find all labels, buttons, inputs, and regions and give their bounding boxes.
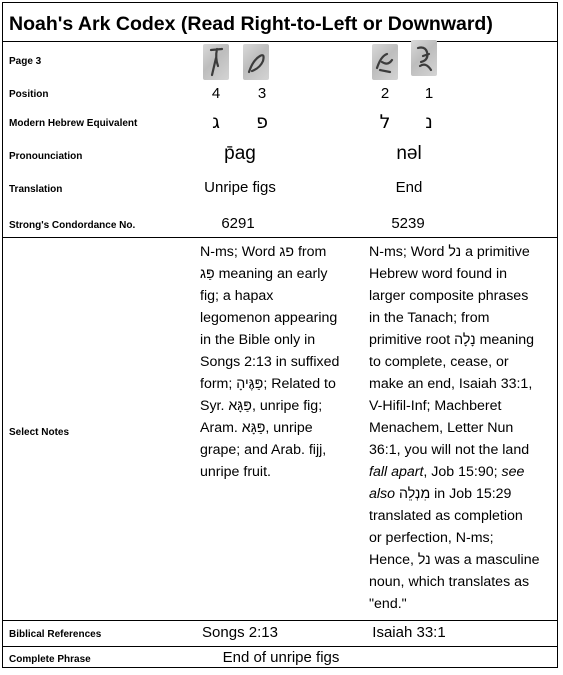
- note-line: unripe fruit.: [200, 464, 271, 480]
- position-4: 4: [211, 85, 221, 102]
- label-references: Biblical References: [9, 629, 102, 640]
- note-line: 36:1, you will not the land: [369, 442, 530, 458]
- page-title: Noah's Ark Codex (Read Right-to-Left or Downward): [9, 13, 493, 35]
- divider: [3, 41, 557, 42]
- reference-right: Isaiah 33:1: [372, 624, 446, 641]
- position-3: 3: [257, 85, 267, 102]
- note-line: fig; a hapax: [200, 288, 274, 304]
- note-line: form; פַּגֶּיהָ; Related to: [200, 376, 336, 392]
- hebrew-letter-3: פ: [256, 111, 268, 133]
- note-line: primitive root נָלָה meaning: [369, 332, 534, 348]
- label-page: Page 3: [9, 56, 42, 67]
- label-translation: Translation: [9, 184, 63, 195]
- note-line: translated as completion: [369, 508, 523, 524]
- note-text: מִנְלֵה in Job 15:29: [398, 486, 512, 502]
- note-emphasis: see: [501, 464, 525, 480]
- note-line: Aram. פַּגָּא, unripe: [200, 420, 313, 436]
- complete-phrase: End of unripe figs: [222, 649, 340, 666]
- note-line: N-ms; Word נל a primitive: [369, 244, 530, 260]
- label-pronunciation: Pronounciation: [9, 151, 83, 162]
- label-hebrew: Modern Hebrew Equivalent: [9, 118, 138, 129]
- note-line: larger composite phrases: [369, 288, 529, 304]
- divider: [3, 646, 557, 647]
- note-line: [369, 483, 555, 505]
- pronunciation-right: nəl: [396, 143, 422, 164]
- hebrew-letter-2: ל: [379, 111, 391, 133]
- hebrew-letter-4: ג: [212, 111, 220, 133]
- notes-left: [200, 241, 360, 483]
- note-emphasis: fall apart: [369, 464, 424, 480]
- label-phrase: Complete Phrase: [9, 654, 91, 665]
- codex-page: [2, 2, 558, 668]
- note-line: V-Hifil-Inf; Machberet: [369, 398, 502, 414]
- position-1: 1: [424, 85, 434, 102]
- note-line: N-ms; Word פג from: [200, 244, 327, 260]
- note-line: in the Tanach; from: [369, 310, 490, 326]
- note-line: [369, 461, 555, 483]
- label-position: Position: [9, 89, 49, 100]
- glyph-image-1: [411, 40, 437, 76]
- note-line: Hebrew word found in: [369, 266, 508, 282]
- note-emphasis: also: [369, 486, 396, 502]
- glyph-image-4: [203, 44, 229, 80]
- note-line: noun, which translates as: [369, 574, 530, 590]
- strongs-right: 5239: [391, 215, 425, 232]
- note-line: in the Bible only in: [200, 332, 316, 348]
- label-strongs: Strong's Condordance No.: [9, 220, 136, 231]
- note-line: Menachem, Letter Nun: [369, 420, 514, 436]
- note-line: grape; and Arab. fijj,: [200, 442, 327, 458]
- strongs-left: 6291: [221, 215, 255, 232]
- note-line: Hence, נל was a masculine: [369, 552, 540, 568]
- notes-right: [369, 241, 555, 615]
- divider: [3, 237, 557, 238]
- pronunciation-left: p̄ag: [224, 143, 256, 164]
- note-line: Syr. פַּגָּא, unripe fig;: [200, 398, 323, 414]
- position-2: 2: [380, 85, 390, 102]
- note-line: legomenon appearing: [200, 310, 338, 326]
- note-line: or perfection, N-ms;: [369, 530, 494, 546]
- glyph-image-2: [372, 44, 398, 80]
- translation-left: Unripe figs: [204, 179, 276, 196]
- note-line: make an end, Isaiah 33:1,: [369, 376, 533, 392]
- reference-left: Songs 2:13: [202, 624, 278, 641]
- note-line: פַּג meaning an early: [200, 266, 328, 282]
- translation-right: End: [395, 179, 423, 196]
- glyph-image-3: [243, 44, 269, 80]
- label-notes: Select Notes: [9, 427, 70, 438]
- hebrew-letter-1: נ: [425, 111, 433, 133]
- note-line: Songs 2:13 in suffixed: [200, 354, 340, 370]
- note-line: "end.": [369, 596, 407, 612]
- note-text: , Job 15:90;: [423, 464, 498, 480]
- note-line: to complete, cease, or: [369, 354, 509, 370]
- divider: [3, 620, 557, 621]
